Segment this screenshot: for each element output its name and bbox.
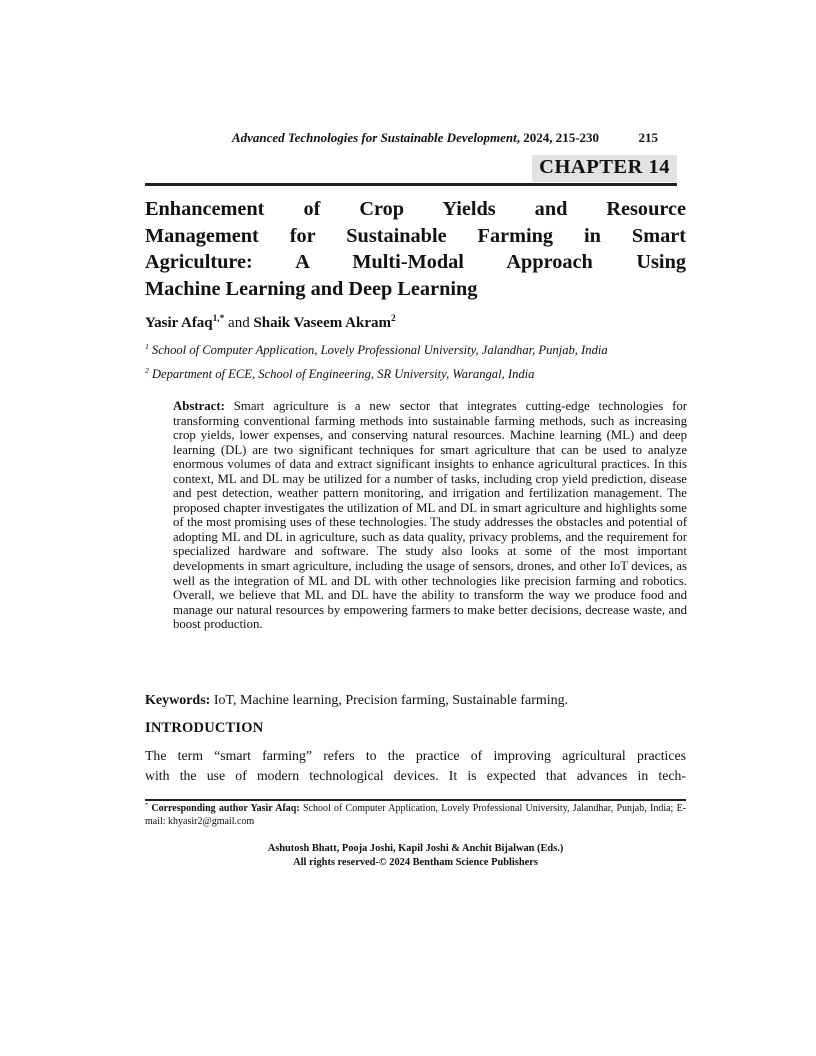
- chapter-badge: CHAPTER 14: [532, 155, 677, 182]
- author-1-name: Yasir Afaq: [145, 315, 213, 331]
- introduction-paragraph: [145, 746, 686, 785]
- paper-title: [145, 196, 686, 302]
- title-line-1: Enhancement of Crop Yields and Resource: [145, 198, 686, 220]
- corresponding-author-footnote: [145, 803, 686, 829]
- publisher-imprint: [145, 842, 686, 869]
- author-1-affiliation-marker: 1,*: [212, 314, 225, 324]
- introduction-line-2: with the use of modern technological devices. It is expected that advances in tech-: [145, 767, 686, 783]
- author-2-name: Shaik Vaseem Akram: [253, 315, 391, 331]
- keywords: [145, 693, 686, 709]
- title-line-4: Machine Learning and Deep Learning: [145, 277, 478, 300]
- affiliation-2: [145, 362, 686, 386]
- affiliation-2-marker: 2: [145, 365, 149, 375]
- page-number: 215: [638, 130, 658, 145]
- header-rule: [145, 183, 677, 186]
- abstract-label: Abstract:: [173, 399, 225, 413]
- affiliation-2-text: Department of ECE, School of Engineering, SR University, Warangal, India: [151, 367, 535, 381]
- abstract: [173, 399, 687, 632]
- journal-title: Advanced Technologies for Sustainable Development: [231, 130, 517, 145]
- author-byline: [145, 315, 686, 332]
- editors-line: Ashutosh Bhatt, Pooja Joshi, Kapil Joshi & Anchit Bijalwan (Eds.): [267, 843, 564, 854]
- affiliation-1-marker: 1: [145, 341, 149, 351]
- journal-issue: , 2024, 215-230: [516, 130, 600, 145]
- running-header: [145, 130, 686, 148]
- affiliation-1-text: School of Computer Application, Lovely Professional University, Jalandhar, Punjab, India: [151, 343, 608, 357]
- author-2-affiliation-marker: 2: [390, 314, 396, 324]
- footnote-text: School of Computer Application, Lovely Professional University, Jalandhar, Punjab, India; E-mail: khyasir2@gmail.com: [145, 803, 687, 827]
- introduction-heading: INTRODUCTION: [145, 720, 264, 736]
- keywords-text: IoT, Machine learning, Precision farming, Sustainable farming.: [213, 693, 569, 708]
- abstract-text: Smart agriculture is a new sector that integrates cutting-edge technologies for transforming conventional farming methods into sustainable farming methods, such as increasing crop yields, lower expenses, and conserving natural resources. Machine learning (ML) and deep learning (DL) are two significant techniques for smart agriculture that can be used to analyze enormous volumes of data and extract significant insights to enhance agricultural practices. In this context, ML and DL may be utilized for a number of tasks, including crop yield prediction, disease and pest detection, weather pattern monitoring, and irrigation and fertilization management. The proposed chapter investigates the utilization of ML and DL in smart agriculture and highlights some of the most promising uses of these technologies. The study addresses the obstacles and potential of adopting ML and DL in agriculture, such as data quality, privacy problems, and the requirement for specialized hardware and software. The study also looks at some of the most important developments in smart agriculture, including the usage of sensors, drones, and other IoT devices, as well as the integration of ML and DL with other technologies like precision farming and robotics. Overall, we believe that ML and DL have the ability to transform the way we produce food and manage our natural resources by empowering farmers to make better decisions, decrease waste, and boost production.: [173, 399, 687, 632]
- keywords-label: Keywords:: [145, 693, 211, 708]
- footnote-rule: [145, 799, 686, 801]
- byline-connector: and: [224, 315, 254, 331]
- footnote-label: Corresponding author Yasir Afaq:: [151, 803, 300, 814]
- rights-line: All rights reserved-© 2024 Bentham Science Publishers: [293, 856, 538, 868]
- title-line-2: Management for Sustainable Farming in Smart: [145, 224, 686, 247]
- affiliations: [145, 338, 686, 386]
- title-line-3: Agriculture: A Multi-Modal Approach Using: [145, 251, 686, 274]
- footnote-marker: *: [145, 801, 149, 809]
- introduction-line-1: The term “smart farming” refers to the practice of improving agricultural practices: [145, 748, 686, 763]
- affiliation-1: [145, 338, 686, 362]
